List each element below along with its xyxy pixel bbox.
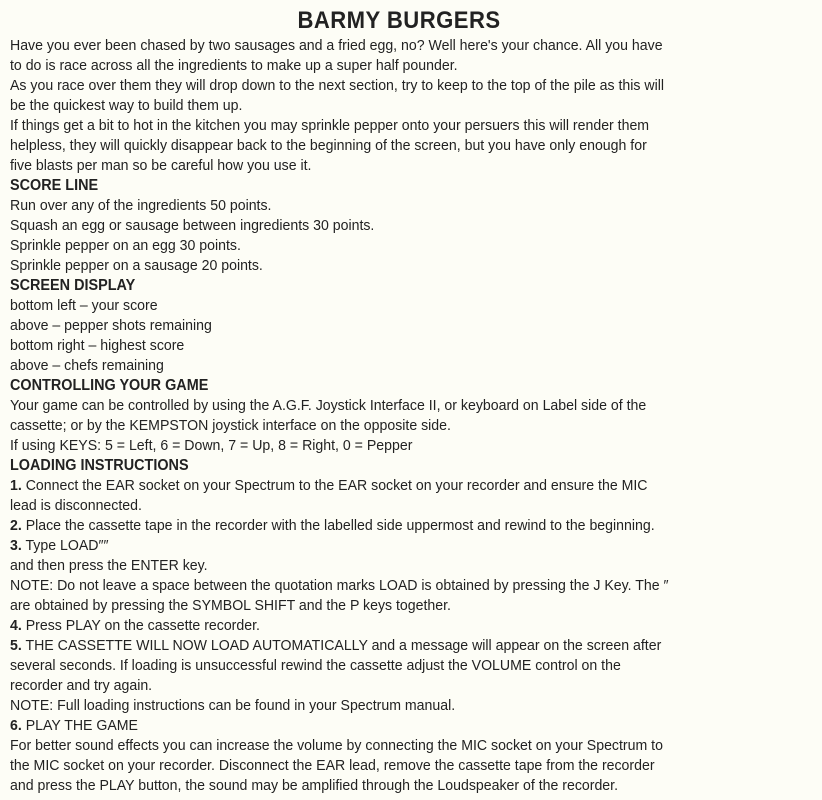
loading-step-5-cont: recorder and try again. — [10, 677, 153, 694]
intro-line: five blasts per man so be careful how you use it. — [10, 157, 312, 174]
step-text: Press PLAY on the cassette recorder. — [21, 617, 260, 634]
step-text: PLAY THE GAME — [21, 717, 138, 734]
loading-note-1: NOTE: Do not leave a space between the quotation marks LOAD is obtained by pressing the J Key. The ″ — [10, 577, 669, 594]
loading-step-1 — [10, 476, 734, 496]
score-line-item: Sprinkle pepper on a sausage 20 points. — [10, 257, 263, 274]
screen-display-item: above – pepper shots remaining — [10, 317, 212, 334]
instruction-sheet — [10, 6, 788, 796]
section-heading: CONTROLLING YOUR GAME — [10, 377, 209, 394]
loading-note-1-cont: are obtained by pressing the SYMBOL SHIFT and the P keys together. — [10, 597, 451, 614]
intro-line: be the quickest way to build them up. — [10, 97, 243, 114]
step-number: 2. — [10, 517, 22, 534]
screen-display-item: bottom left – your score — [10, 297, 158, 314]
step-number: 3. — [10, 537, 22, 554]
intro-line: Have you ever been chased by two sausages and a fried egg, no? Well here's your chance. All you have — [10, 37, 663, 54]
sound-tip-line: For better sound effects you can increase the volume by connecting the MIC socket on your Spectrum to — [10, 737, 663, 754]
loading-step-4 — [10, 616, 734, 636]
screen-display-item: bottom right – highest score — [10, 337, 185, 354]
step-number: 5. — [10, 637, 22, 654]
controlling-section — [10, 376, 788, 456]
intro-line: helpless, they will quickly disappear back to the beginning of the screen, but you have only enough for — [10, 137, 647, 154]
section-heading: SCREEN DISPLAY — [10, 277, 136, 294]
loading-note-2: NOTE: Full loading instructions can be found in your Spectrum manual. — [10, 697, 456, 714]
loading-step-5 — [10, 636, 734, 656]
intro-section — [10, 36, 788, 176]
screen-display-item: above – chefs remaining — [10, 357, 164, 374]
step-text: Type LOAD″″ — [21, 537, 109, 554]
step-text: THE CASSETTE WILL NOW LOAD AUTOMATICALLY and a message will appear on the screen after — [21, 637, 662, 654]
screen-display-section — [10, 276, 788, 376]
section-heading: SCORE LINE — [10, 177, 99, 194]
step-number: 4. — [10, 617, 22, 634]
section-heading: LOADING INSTRUCTIONS — [10, 457, 189, 474]
score-line-section — [10, 176, 788, 276]
score-line-item: Squash an egg or sausage between ingredients 30 points. — [10, 217, 375, 234]
key-mapping-line: If using KEYS: 5 = Left, 6 = Down, 7 = Up, 8 = Right, 0 = Pepper — [10, 437, 413, 454]
score-line-item: Sprinkle pepper on an egg 30 points. — [10, 237, 241, 254]
document-title: BARMY BURGERS — [297, 7, 501, 34]
loading-step-1-cont: lead is disconnected. — [10, 497, 142, 514]
loading-section — [10, 456, 788, 796]
controlling-line: Your game can be controlled by using the A.G.F. Joystick Interface II, or keyboard on Label side of the — [10, 397, 647, 414]
step-text: Connect the EAR socket on your Spectrum to the EAR socket on your recorder and ensure the MIC — [21, 477, 648, 494]
intro-line: If things get a bit to hot in the kitchen you may sprinkle pepper onto your persuers this will render them — [10, 117, 650, 134]
step-number: 1. — [10, 477, 22, 494]
loading-step-3-cont: and then press the ENTER key. — [10, 557, 208, 574]
loading-step-5-cont: several seconds. If loading is unsuccessful rewind the cassette adjust the VOLUME control on the — [10, 657, 621, 674]
loading-step-3 — [10, 536, 734, 556]
intro-line: As you race over them they will drop down to the next section, try to keep to the top of the pile as this will — [10, 77, 664, 94]
step-number: 6. — [10, 717, 22, 734]
sound-tip-line: and press the PLAY button, the sound may be amplified through the Loudspeaker of the recorder. — [10, 777, 619, 794]
loading-step-2 — [10, 516, 734, 536]
sound-tip-line: the MIC socket on your recorder. Disconnect the EAR lead, remove the cassette tape from the recorder — [10, 757, 655, 774]
intro-line: to do is race across all the ingredients to make up a super half pounder. — [10, 57, 458, 74]
score-line-item: Run over any of the ingredients 50 points. — [10, 197, 272, 214]
step-text: Place the cassette tape in the recorder with the labelled side uppermost and rewind to the beginning. — [21, 517, 655, 534]
loading-step-6 — [10, 716, 734, 736]
controlling-line: cassette; or by the KEMPSTON joystick interface on the opposite side. — [10, 417, 451, 434]
